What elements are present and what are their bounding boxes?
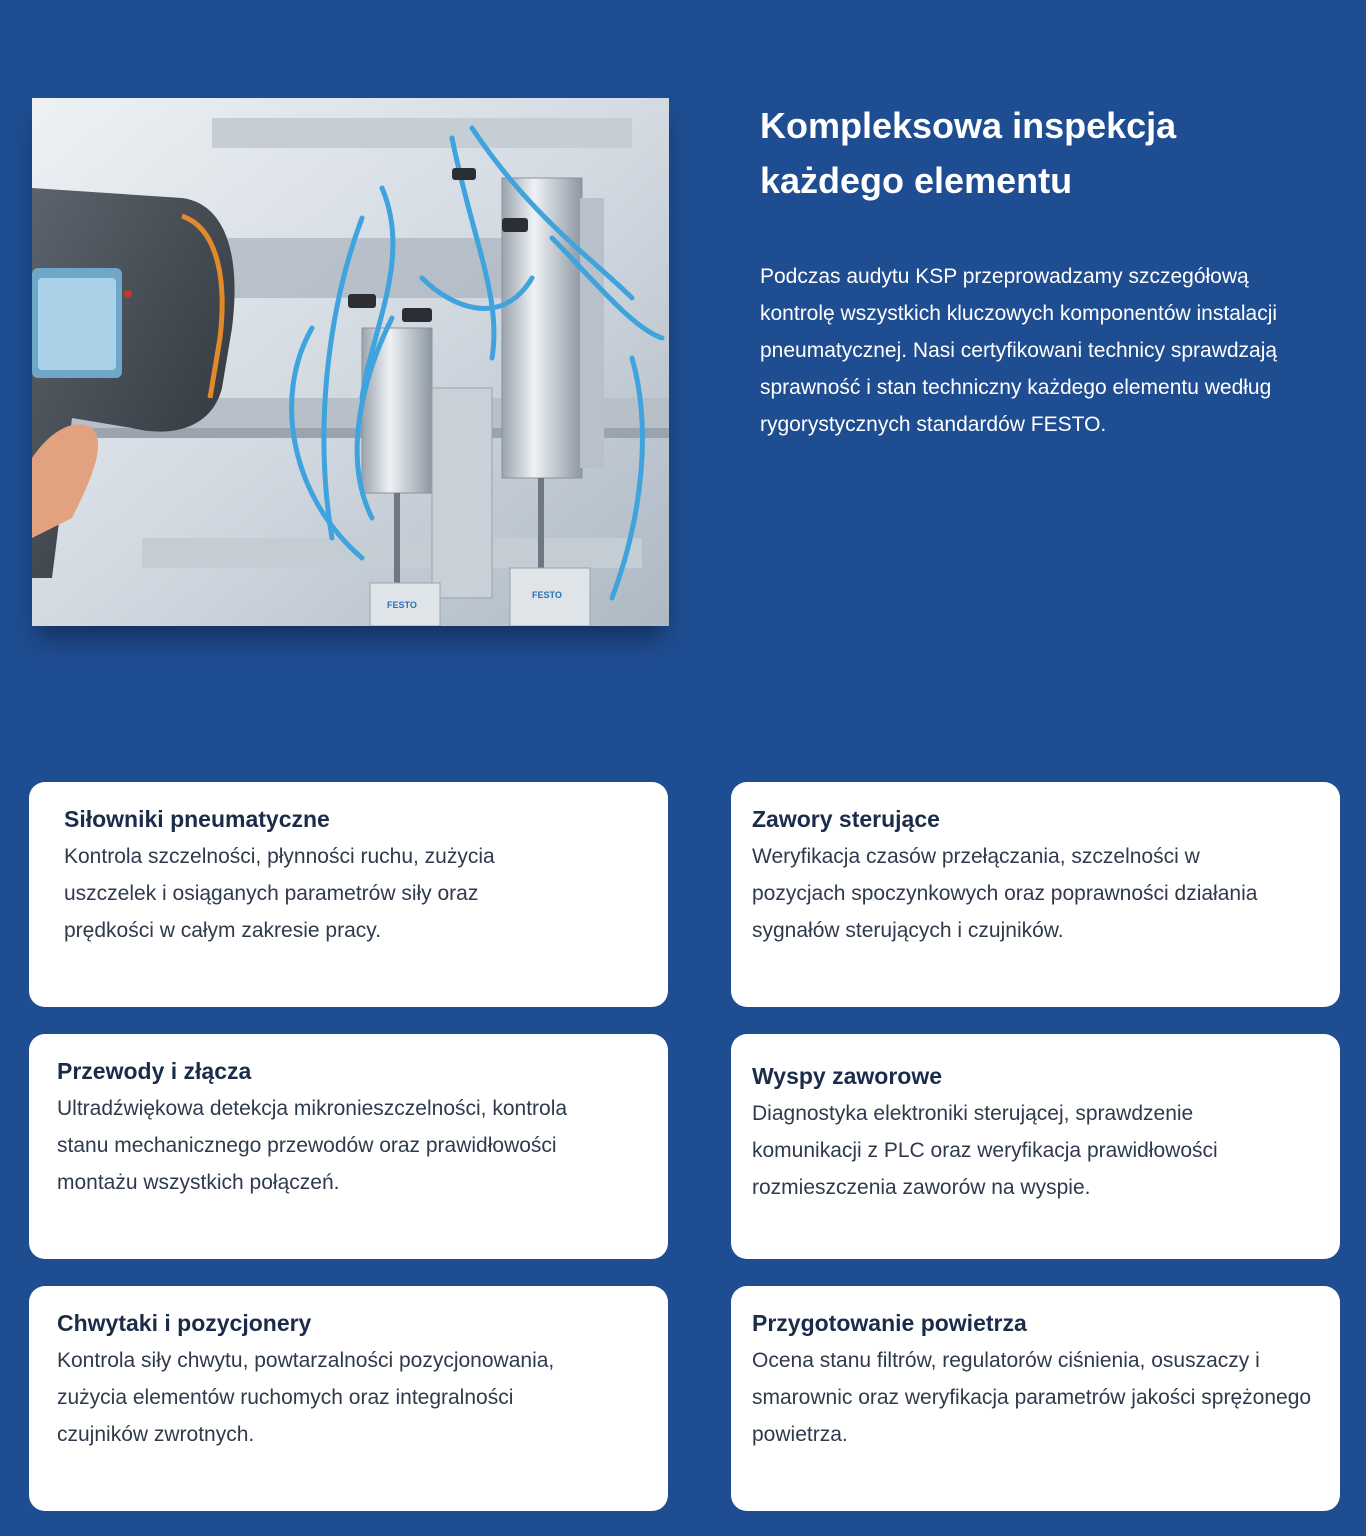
card-text: Ultradźwiękowa detekcja mikronieszczelności, kontrola stanu mechanicznego przewodów oraz prawidłowości montażu wszystkich połączeń. xyxy=(57,1097,568,1194)
card-przewody-i-zlacza xyxy=(29,1034,668,1259)
card-title: Zawory sterujące xyxy=(752,806,940,832)
card-text: Kontrola szczelności, płynności ruchu, zużycia uszczelek i osiąganych parametrów siły oraz prędkości w całym zakresie pracy. xyxy=(64,845,495,942)
section-title-line-2: każdego elementu xyxy=(760,160,1073,201)
card-wyspy-zaworowe xyxy=(731,1034,1340,1259)
card-zawory-sterujace xyxy=(731,782,1340,1007)
festo-label-1: FESTO xyxy=(387,600,417,610)
section-title xyxy=(760,98,1320,208)
card-text: Weryfikacja czasów przełączania, szczelności w pozycjach spoczynkowych oraz poprawności działania sygnałów sterujących i czujników. xyxy=(752,845,1258,942)
card-title: Wyspy zaworowe xyxy=(752,1063,943,1089)
section-intro: Podczas audytu KSP przeprowadzamy szczegółową kontrolę wszystkich kluczowych komponentów instalacji pneumatycznej. Nasi certyfikowani technicy sprawdzają sprawność i stan techniczny każdego elementu według rygorystycznych standardów FESTO. xyxy=(760,265,1278,436)
card-title: Przewody i złącza xyxy=(57,1058,252,1084)
card-chwytaki-i-pozycjonery xyxy=(29,1286,668,1511)
card-silowniki-pneumatyczne xyxy=(29,782,668,1007)
card-title: Chwytaki i pozycjonery xyxy=(57,1310,312,1336)
festo-label-2: FESTO xyxy=(532,590,562,600)
card-title: Siłowniki pneumatyczne xyxy=(64,806,330,832)
card-text: Ocena stanu filtrów, regulatorów ciśnienia, osuszaczy i smarownic oraz weryfikacja parametrów jakości sprężonego powietrza. xyxy=(752,1349,1312,1446)
inspection-photo xyxy=(32,98,669,626)
card-text: Kontrola siły chwytu, powtarzalności pozycjonowania, zużycia elementów ruchomych oraz integralności czujników zwrotnych. xyxy=(57,1349,555,1446)
card-title: Przygotowanie powietrza xyxy=(752,1310,1027,1336)
card-text: Diagnostyka elektroniki sterującej, sprawdzenie komunikacji z PLC oraz weryfikacja prawidłowości rozmieszczenia zaworów na wyspie. xyxy=(752,1102,1218,1199)
pneumatic-installation-illustration xyxy=(32,98,669,626)
section-title-line-1: Kompleksowa inspekcja xyxy=(760,105,1177,146)
card-przygotowanie-powietrza xyxy=(731,1286,1340,1511)
